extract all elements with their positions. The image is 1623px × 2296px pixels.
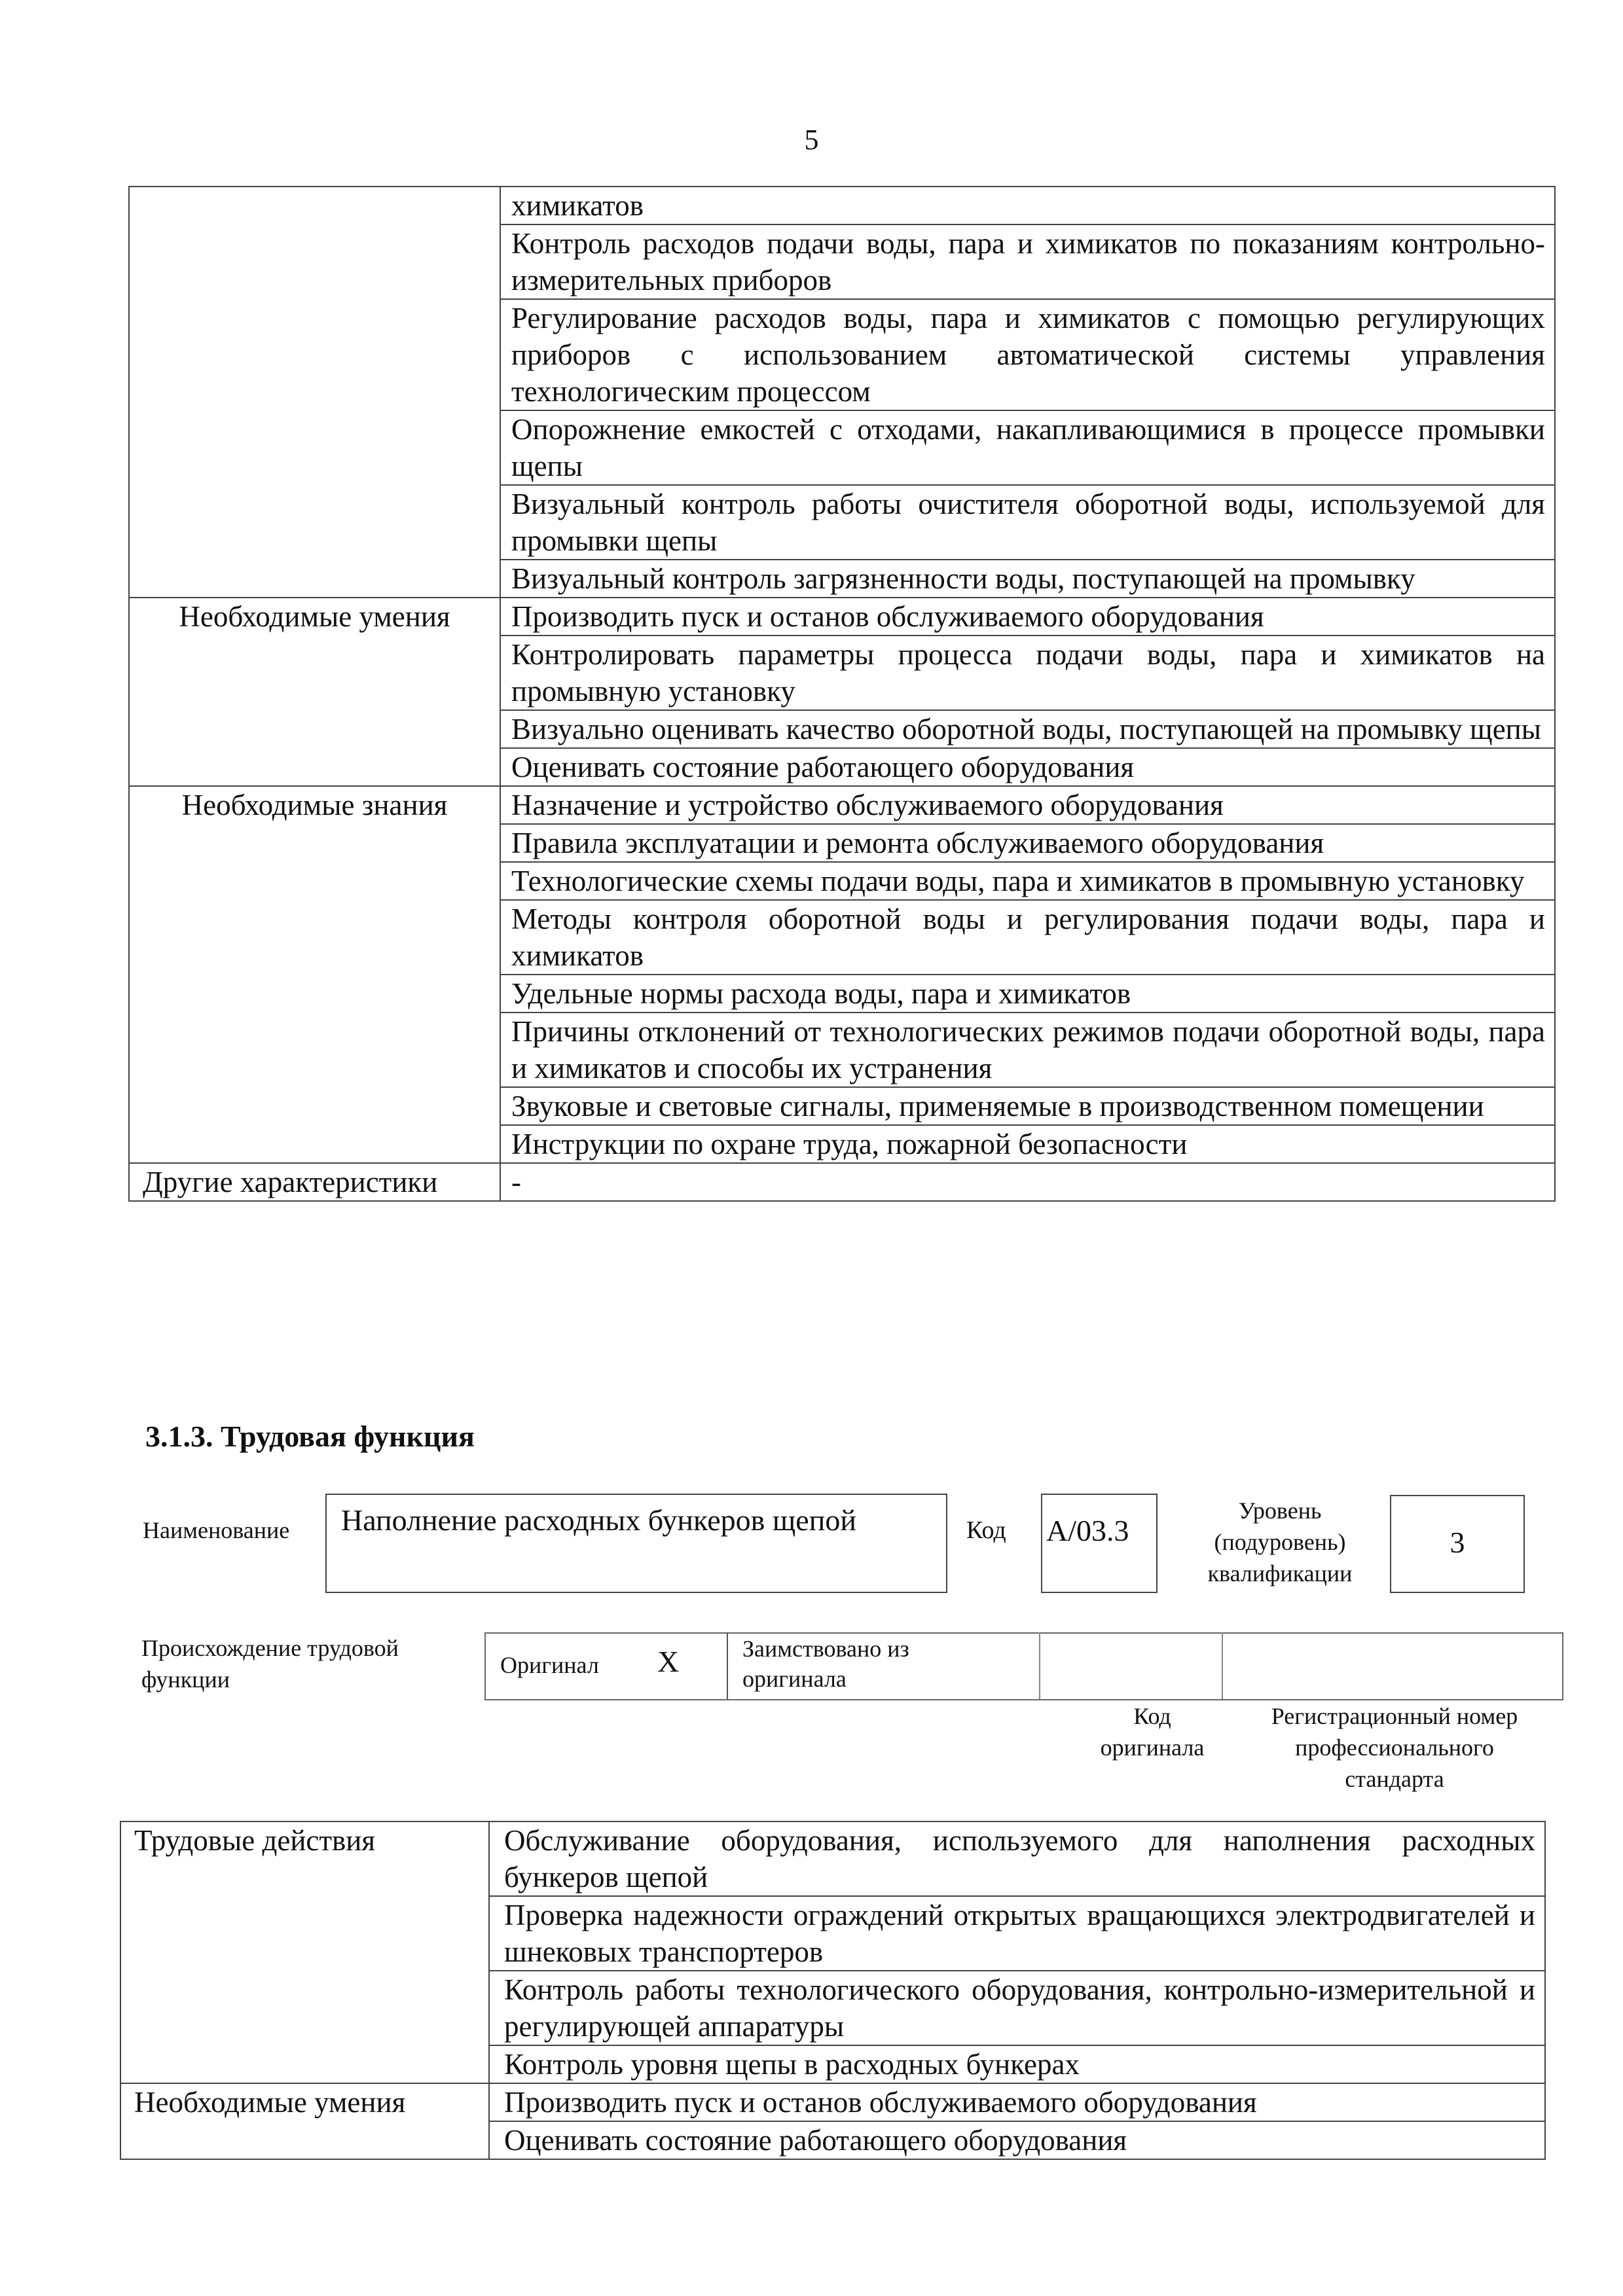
table-row xyxy=(129,786,1555,824)
name-label: Наименование xyxy=(143,1517,290,1543)
table-cell: Контроль работы технологического оборудования, контрольно-измерительной и регулирующей аппаратуры xyxy=(489,1971,1545,2045)
origin-label-line: Происхождение трудовой xyxy=(141,1635,399,1661)
table-cell: Регулирование расходов воды, пара и химикатов с помощью регулирующих приборов с использованием автоматической системы управления технологическим процессом xyxy=(500,299,1555,410)
labor-function-table-continued xyxy=(128,186,1556,1202)
origin-divider xyxy=(1222,1632,1223,1699)
caption-line: профессионального xyxy=(1295,1734,1494,1761)
row-label-empty xyxy=(129,187,500,598)
section-title: 3.1.3. Трудовая функция xyxy=(145,1420,475,1453)
origin-divider xyxy=(727,1632,728,1699)
borrowed-label xyxy=(742,1634,909,1694)
table-row xyxy=(120,1821,1545,1896)
original-mark: X xyxy=(657,1645,680,1678)
original-label: Оригинал xyxy=(500,1652,599,1678)
table-cell: Визуально оценивать качество оборотной воды, поступающей на промывку щепы xyxy=(500,710,1555,748)
table-cell: Проверка надежности ограждений открытых вращающихся электродвигателей и шнековых транспортеров xyxy=(489,1896,1545,1971)
table-cell: Правила эксплуатации и ремонта обслуживаемого оборудования xyxy=(500,824,1555,862)
origin-divider xyxy=(1039,1632,1040,1699)
table-cell: Контролировать параметры процесса подачи воды, пара и химикатов на промывную установку xyxy=(500,636,1555,710)
origin-label xyxy=(141,1632,399,1695)
table-cell: Удельные нормы расхода воды, пара и химикатов xyxy=(500,975,1555,1013)
table-cell: Опорожнение емкостей с отходами, накапливающимися в процессе промывки щепы xyxy=(500,410,1555,485)
caption-line: Регистрационный номер xyxy=(1271,1703,1518,1729)
code-label: Код xyxy=(966,1516,1006,1544)
code-box xyxy=(1041,1494,1158,1593)
table-cell: Визуальный контроль загрязненности воды, поступающей на промывку xyxy=(500,560,1555,598)
actions-label: Трудовые действия xyxy=(120,1821,489,2083)
table-cell: Обслуживание оборудования, используемого для наполнения расходных бункеров щепой xyxy=(489,1821,1545,1896)
table-cell: Оценивать состояние работающего оборудования xyxy=(500,748,1555,786)
origin-label-line: функции xyxy=(141,1666,230,1693)
borrowed-label-line: Заимствовано из xyxy=(742,1636,909,1662)
table-cell: Контроль расходов подачи воды, пара и химикатов по показаниям контрольно-измерительных приборов xyxy=(500,224,1555,299)
origin-box xyxy=(484,1632,1563,1700)
code-original-caption xyxy=(1074,1700,1231,1763)
table-cell: Причины отклонений от технологических режимов подачи оборотной воды, пара и химикатов и способы их устранения xyxy=(500,1013,1555,1087)
table-row xyxy=(120,2083,1545,2121)
name-box xyxy=(325,1494,947,1593)
skills-label: Необходимые умения xyxy=(129,598,500,786)
borrowed-label-line: оригинала xyxy=(742,1666,847,1692)
table-cell: Производить пуск и останов обслуживаемого оборудования xyxy=(500,598,1555,636)
labor-function-table xyxy=(120,1821,1546,2160)
name-value: Наполнение расходных бункеров щепой xyxy=(341,1503,856,1537)
level-box xyxy=(1390,1495,1525,1593)
table-cell: Визуальный контроль работы очистителя оборотной воды, используемой для промывки щепы xyxy=(500,485,1555,560)
table-cell: Технологические схемы подачи воды, пара и химикатов в промывную установку xyxy=(500,862,1555,900)
table-row xyxy=(129,187,1555,224)
other-label: Другие характеристики xyxy=(129,1163,500,1201)
table-cell: Оценивать состояние работающего оборудования xyxy=(489,2121,1545,2159)
page-number: 5 xyxy=(804,124,819,156)
table-cell: Контроль уровня щепы в расходных бункерах xyxy=(489,2045,1545,2083)
caption-line: оригинала xyxy=(1100,1734,1205,1761)
level-value: 3 xyxy=(1450,1526,1465,1559)
table-cell: Инструкции по охране труда, пожарной безопасности xyxy=(500,1125,1555,1163)
caption-line: Код xyxy=(1133,1703,1171,1729)
table-cell: - xyxy=(500,1163,1555,1201)
table-row xyxy=(129,598,1555,636)
level-label xyxy=(1172,1495,1388,1589)
level-label-line: (подуровень) xyxy=(1214,1529,1346,1555)
table-row xyxy=(129,1163,1555,1201)
table-cell: Назначение и устройство обслуживаемого оборудования xyxy=(500,786,1555,824)
code-value: А/03.3 xyxy=(1046,1514,1129,1547)
table-cell: химикатов xyxy=(500,187,1555,224)
table-cell: Производить пуск и останов обслуживаемого оборудования xyxy=(489,2083,1545,2121)
knowledge-label: Необходимые знания xyxy=(129,786,500,1163)
level-label-line: Уровень xyxy=(1238,1498,1322,1524)
caption-line: стандарта xyxy=(1345,1766,1444,1792)
table-cell: Методы контроля оборотной воды и регулирования подачи воды, пара и химикатов xyxy=(500,900,1555,975)
level-label-line: квалификации xyxy=(1207,1560,1353,1587)
table-cell: Звуковые и световые сигналы, применяемые в производственном помещении xyxy=(500,1087,1555,1125)
skills-label: Необходимые умения xyxy=(120,2083,489,2159)
reg-number-caption xyxy=(1231,1700,1558,1795)
